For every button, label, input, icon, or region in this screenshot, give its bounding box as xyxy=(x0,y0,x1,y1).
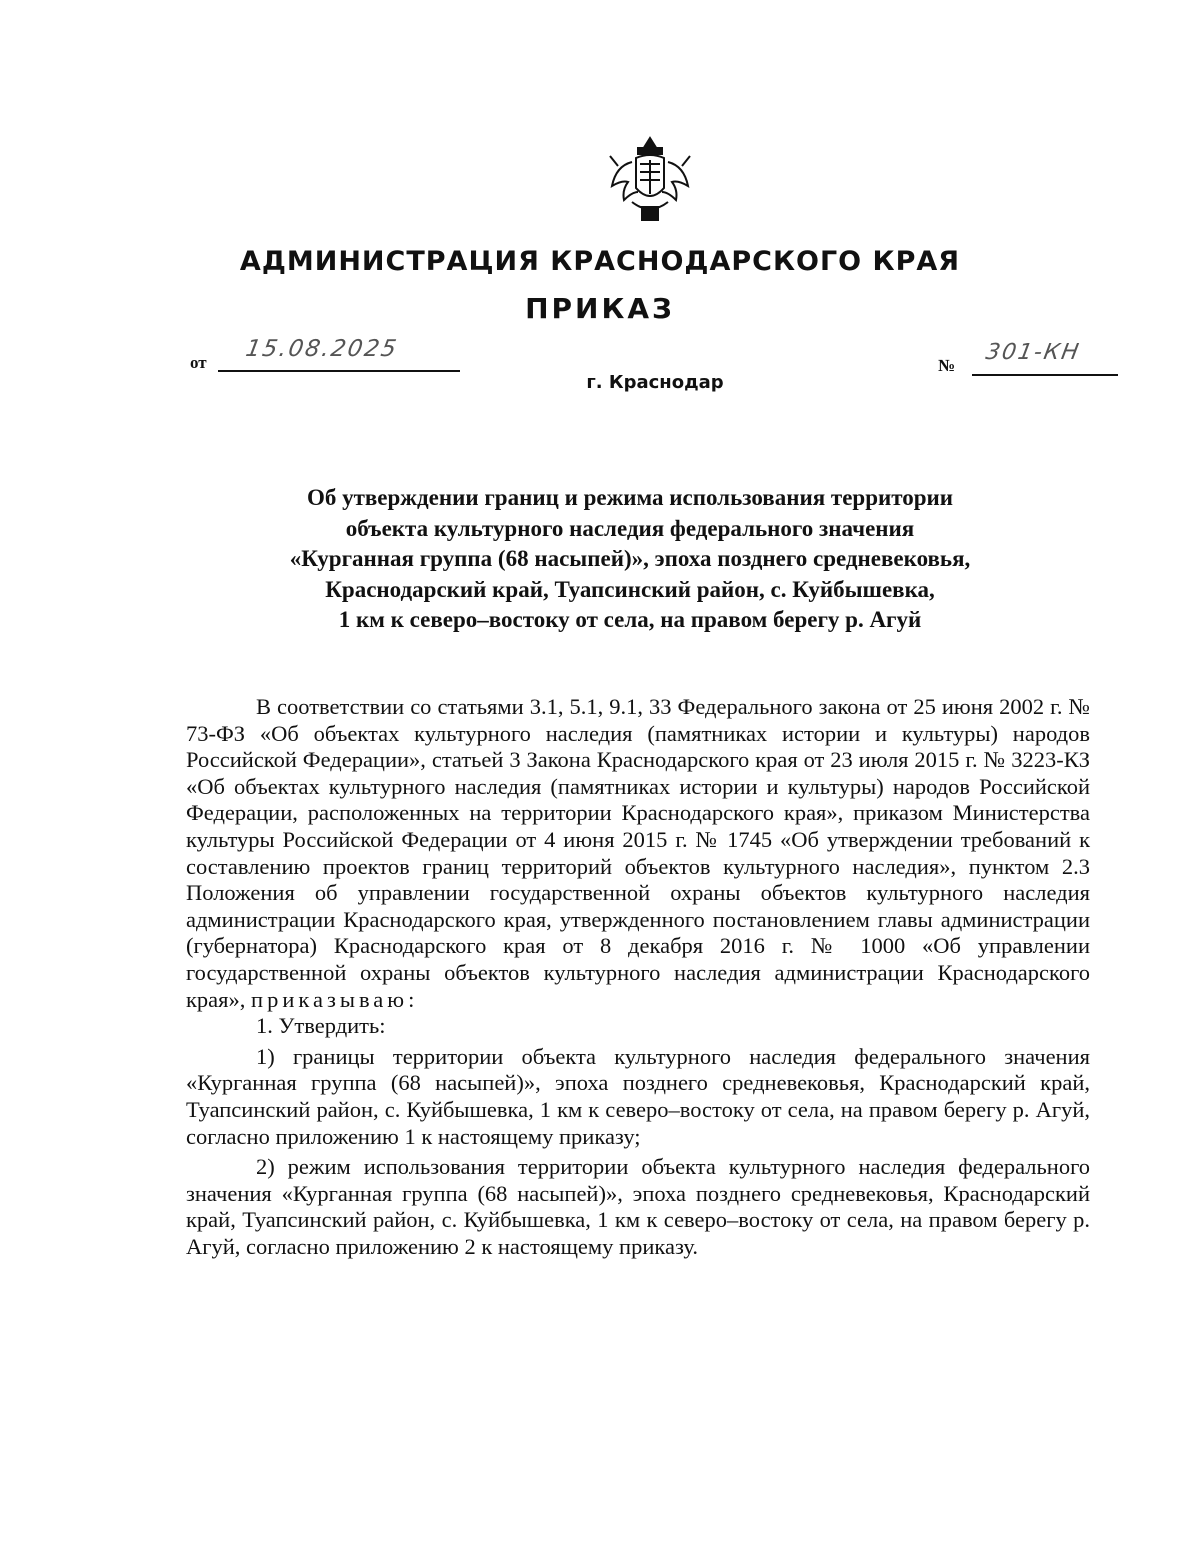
preamble-text: В соответствии со статьями 3.1, 5.1, 9.1, 33 Федерального закона от 25 июня 2002 г. № 73-ФЗ «Об объектах культурного наследия (памятниках истории и культуры) народов Российской Федерации», статьей 3 Закона Краснодарского края от 23 июля 2015 г. № 3223-КЗ «Об объектах культурного наследия (памятниках истории и культуры) народов Российской Федерации, расположенных на территории Краснодарского края», приказом Министерства культуры Российской Федерации от 4 июня 2015 г. № 1745 «Об утверждении требований к составлению проектов границ территорий объектов культурного наследия», пунктом 2.3 Положения об управлении государственной охраны объектов культурного наследия администрации Краснодарского края, утвержденного постановлением главы администрации (губернатора) Краснодарского края от 8 декабря 2016 г. № 1000 «Об управлении государственной охраны объектов культурного наследия администрации Краснодарского края», xyxy=(186,694,1090,1012)
city: г. Краснодар xyxy=(586,372,724,393)
date-handwritten: 15.08.2025 xyxy=(243,336,400,362)
preamble-paragraph xyxy=(186,694,1090,1013)
coat-of-arms-emblem xyxy=(602,132,698,228)
document-title xyxy=(200,483,1060,636)
order-word: приказываю: xyxy=(251,986,419,1012)
item-1-1: 1) границы территории объекта культурного наследия федерального значения «Курганная группа (68 насыпей)», эпоха позднего средневековья, Краснодарский край, Туапсинский район, с. Куйбышевка, 1 км к северо–востоку от села, на правом берегу р. Агуй, согласно приложению 1 к настоящему приказу; xyxy=(186,1043,1090,1149)
number-handwritten: 301-КН xyxy=(983,340,1083,365)
title-line: Краснодарский край, Туапсинский район, с. Куйбышевка, xyxy=(325,576,935,602)
document-body xyxy=(186,694,1090,1260)
title-line: «Курганная группа (68 насыпей)», эпоха позднего средневековья, xyxy=(289,546,971,571)
number-label: № xyxy=(938,356,956,375)
title-line: Об утверждении границ и режима использования территории xyxy=(306,485,954,510)
document-type: ПРИКАЗ xyxy=(525,292,675,325)
date-label: от xyxy=(190,353,207,372)
organization-name: АДМИНИСТРАЦИЯ КРАСНОДАРСКОГО КРАЯ xyxy=(239,246,961,277)
item-1: 1. Утвердить: xyxy=(256,1013,386,1039)
title-line: 1 км к северо–востоку от села, на правом берегу р. Агуй xyxy=(338,607,922,632)
title-line: объекта культурного наследия федерального значения xyxy=(345,515,915,541)
item-1-2: 2) режим использования территории объекта культурного наследия федерального значения «Курганная группа (68 насыпей)», эпоха позднего средневековья, Краснодарский край, Туапсинский район, с. Куйбышевка, 1 км к северо–востоку от села, на правом берегу р. Агуй, согласно приложению 2 к настоящему приказу. xyxy=(186,1154,1090,1259)
